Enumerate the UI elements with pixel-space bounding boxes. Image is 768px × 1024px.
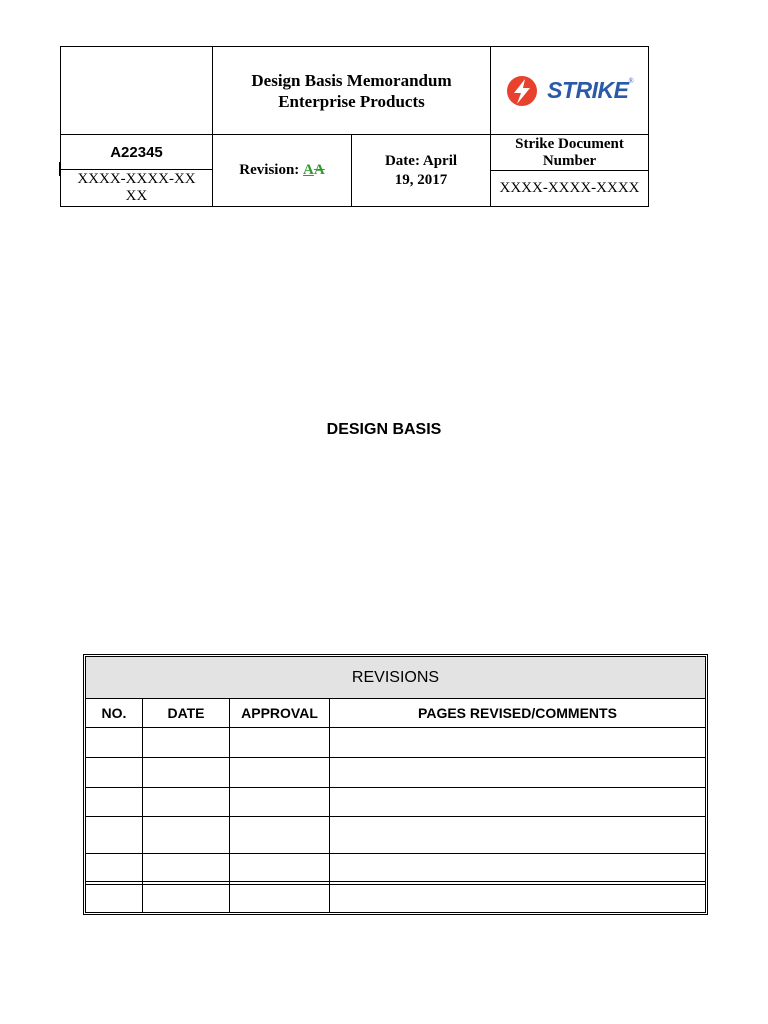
table-row bbox=[86, 757, 705, 758]
revisions-title: REVISIONS bbox=[86, 657, 705, 699]
table-row bbox=[86, 853, 705, 854]
divider bbox=[229, 698, 230, 912]
table-row bbox=[86, 787, 705, 788]
document-header-table bbox=[60, 46, 649, 207]
revision-cell bbox=[213, 135, 351, 206]
column-header-no: NO. bbox=[101, 705, 127, 721]
document-date: Date: April 19, 2017 bbox=[384, 152, 458, 188]
strike-document-number: XXXX-XXXX-XXXX bbox=[499, 180, 640, 196]
divider bbox=[351, 134, 352, 206]
title-line-1: Design Basis Memorandum bbox=[251, 70, 452, 90]
table-row bbox=[86, 727, 705, 728]
project-number: A22345 bbox=[110, 143, 163, 161]
strike-document-label: Strike Document Number bbox=[515, 135, 624, 169]
column-header-approval: APPROVAL bbox=[241, 705, 318, 721]
column-header-comments: PAGES REVISED/COMMENTS bbox=[418, 705, 617, 721]
table-row bbox=[86, 884, 705, 885]
document-title bbox=[213, 47, 490, 134]
table-row bbox=[86, 816, 705, 817]
text-cursor bbox=[59, 162, 60, 176]
revisions-table bbox=[83, 654, 708, 915]
logo-registered-mark: ® bbox=[628, 77, 634, 85]
logo-text: STRIKE bbox=[547, 77, 629, 103]
divider bbox=[142, 698, 143, 912]
revision-label: Revision: bbox=[239, 162, 300, 178]
client-document-number: XXXX-XXXX-XXXX bbox=[77, 171, 196, 204]
strike-logo bbox=[491, 47, 648, 134]
divider bbox=[329, 698, 330, 912]
strike-bolt-icon bbox=[505, 75, 543, 107]
revision-inserted: A bbox=[303, 162, 314, 178]
title-line-2: Enterprise Products bbox=[278, 91, 425, 111]
revision-deleted: A bbox=[313, 162, 325, 178]
column-header-date: DATE bbox=[167, 705, 205, 721]
table-row bbox=[86, 881, 705, 882]
document-heading: DESIGN BASIS bbox=[326, 421, 442, 438]
